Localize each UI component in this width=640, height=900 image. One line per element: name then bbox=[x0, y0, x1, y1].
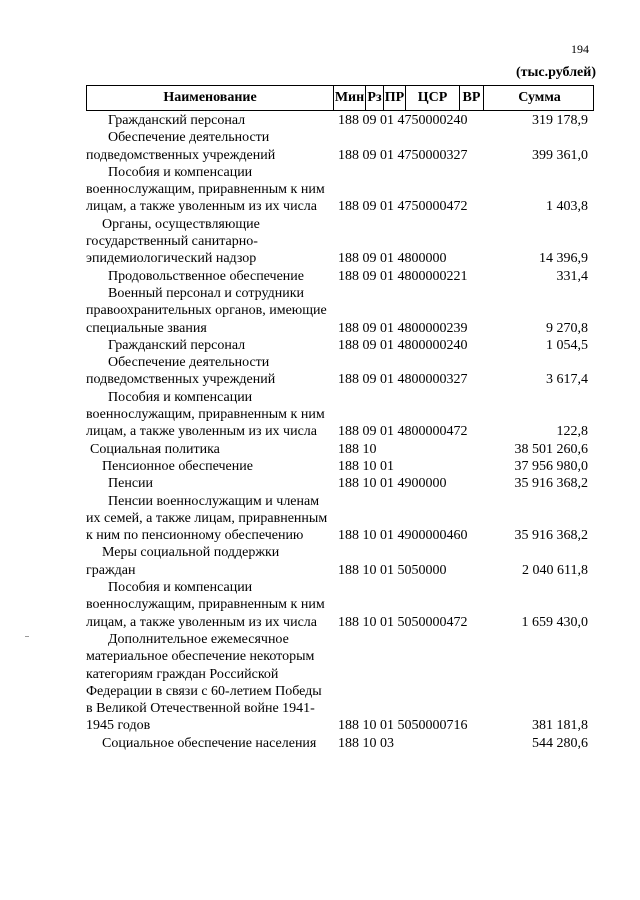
header-name: Наименование bbox=[163, 90, 257, 105]
row-sum: 38 501 260,6 bbox=[514, 441, 588, 457]
table-row bbox=[86, 337, 594, 354]
row-codes: 188 09 01 4750000327 bbox=[338, 147, 468, 163]
row-name: Меры социальной поддержки граждан bbox=[86, 545, 280, 578]
table-row bbox=[86, 475, 594, 492]
table-row bbox=[86, 164, 594, 216]
header-pr: ПР bbox=[383, 86, 405, 110]
row-codes: 188 10 01 bbox=[338, 458, 394, 474]
row-name: Социальное обеспечение населения bbox=[102, 735, 317, 751]
row-sum: 544 280,6 bbox=[532, 735, 588, 751]
row-name: Органы, осуществляющие государственный санитарно-эпидемиологический надзор bbox=[86, 216, 260, 267]
row-codes: 188 10 01 4900000 bbox=[338, 476, 447, 492]
table-header bbox=[86, 85, 594, 111]
header-vr: ВР bbox=[459, 86, 483, 110]
row-codes: 188 10 01 5050000 bbox=[338, 562, 447, 578]
row-codes: 188 09 01 4800000240 bbox=[338, 337, 468, 353]
table-row bbox=[86, 579, 594, 631]
row-name: Пособия и компенсации военнослужащим, приравненным к ним лицам, а также уволенным из их числа bbox=[86, 580, 325, 630]
row-sum: 3 617,4 bbox=[546, 372, 588, 388]
row-codes: 188 10 01 4900000460 bbox=[338, 528, 468, 544]
row-sum: 2 040 611,8 bbox=[522, 562, 588, 578]
header-sum: Сумма bbox=[483, 86, 595, 110]
row-sum: 1 403,8 bbox=[546, 199, 588, 215]
units-label: (тыс.рублей) bbox=[515, 65, 596, 80]
row-name: Гражданский персонал bbox=[108, 337, 246, 353]
row-name: Продовольственное обеспечение bbox=[108, 268, 304, 284]
table-row bbox=[86, 458, 594, 475]
row-codes: 188 09 01 4750000240 bbox=[338, 113, 468, 128]
row-codes: 188 10 01 5050000472 bbox=[338, 614, 468, 630]
row-sum: 319 178,9 bbox=[532, 113, 588, 128]
table-row bbox=[86, 354, 594, 389]
row-sum: 35 916 368,2 bbox=[514, 476, 588, 492]
row-name: Пенсии bbox=[108, 476, 154, 492]
table-row bbox=[86, 631, 594, 735]
table-row bbox=[86, 441, 594, 458]
row-sum: 122,8 bbox=[556, 424, 588, 440]
row-sum: 381 181,8 bbox=[532, 718, 588, 734]
table-row bbox=[86, 216, 594, 268]
row-name: Дополнительное ежемесячное материальное обеспечение некоторым категориям граждан Российской Федерации в связи с 60-летием Победы в Великой Отечественной войне 1941-1945 годов bbox=[86, 631, 322, 734]
row-sum: 331,4 bbox=[556, 268, 588, 284]
row-codes: 188 09 01 4750000472 bbox=[338, 199, 468, 215]
row-codes: 188 09 01 4800000327 bbox=[338, 372, 468, 388]
row-name: Гражданский персонал bbox=[108, 113, 246, 128]
row-codes: 188 09 01 4800000239 bbox=[338, 320, 468, 336]
row-sum: 37 956 980,0 bbox=[514, 458, 588, 474]
table-row bbox=[86, 544, 594, 579]
row-codes: 188 10 01 5050000716 bbox=[338, 718, 468, 734]
row-name: Пособия и компенсации военнослужащим, приравненным к ним лицам, а также уволенным из их числа bbox=[86, 389, 325, 440]
table-row bbox=[86, 285, 594, 337]
row-codes: 188 09 01 4800000 bbox=[338, 251, 447, 267]
table-row bbox=[86, 493, 594, 545]
margin-mark bbox=[25, 636, 29, 637]
row-codes: 188 09 01 4800000221 bbox=[338, 268, 468, 284]
row-sum: 1 659 430,0 bbox=[521, 614, 588, 630]
row-codes: 188 10 bbox=[338, 441, 377, 457]
row-name: Обеспечение деятельности подведомственных учреждений bbox=[86, 355, 276, 388]
header-csr: ЦСР bbox=[405, 86, 459, 110]
row-sum: 35 916 368,2 bbox=[514, 528, 588, 544]
page-number: 194 bbox=[571, 42, 589, 56]
table-row bbox=[86, 389, 594, 441]
row-name: Социальная политика bbox=[90, 441, 220, 457]
header-rz: Рз bbox=[365, 86, 383, 110]
row-name: Обеспечение деятельности подведомственных учреждений bbox=[86, 130, 276, 163]
row-sum: 399 361,0 bbox=[532, 147, 588, 163]
row-name: Пенсионное обеспечение bbox=[102, 458, 253, 474]
row-sum: 14 396,9 bbox=[539, 251, 588, 267]
table-row bbox=[86, 129, 594, 164]
row-sum: 1 054,5 bbox=[546, 337, 588, 353]
table-row bbox=[86, 735, 594, 752]
row-codes: 188 09 01 4800000472 bbox=[338, 424, 468, 440]
row-name: Пособия и компенсации военнослужащим, приравненным к ним лицам, а также уволенным из их числа bbox=[86, 164, 325, 215]
row-name: Пенсии военнослужащим и членам их семей, а также лицам, приравненным к ним по пенсионному обеспечению bbox=[86, 493, 328, 544]
row-codes: 188 10 03 bbox=[338, 735, 394, 751]
table-row bbox=[86, 268, 594, 285]
header-min: Мин bbox=[333, 86, 365, 110]
table-body bbox=[86, 112, 594, 752]
row-name: Военный персонал и сотрудники правоохранительных органов, имеющие специальные звания bbox=[86, 285, 327, 336]
row-sum: 9 270,8 bbox=[546, 320, 588, 336]
table-row bbox=[86, 112, 594, 129]
